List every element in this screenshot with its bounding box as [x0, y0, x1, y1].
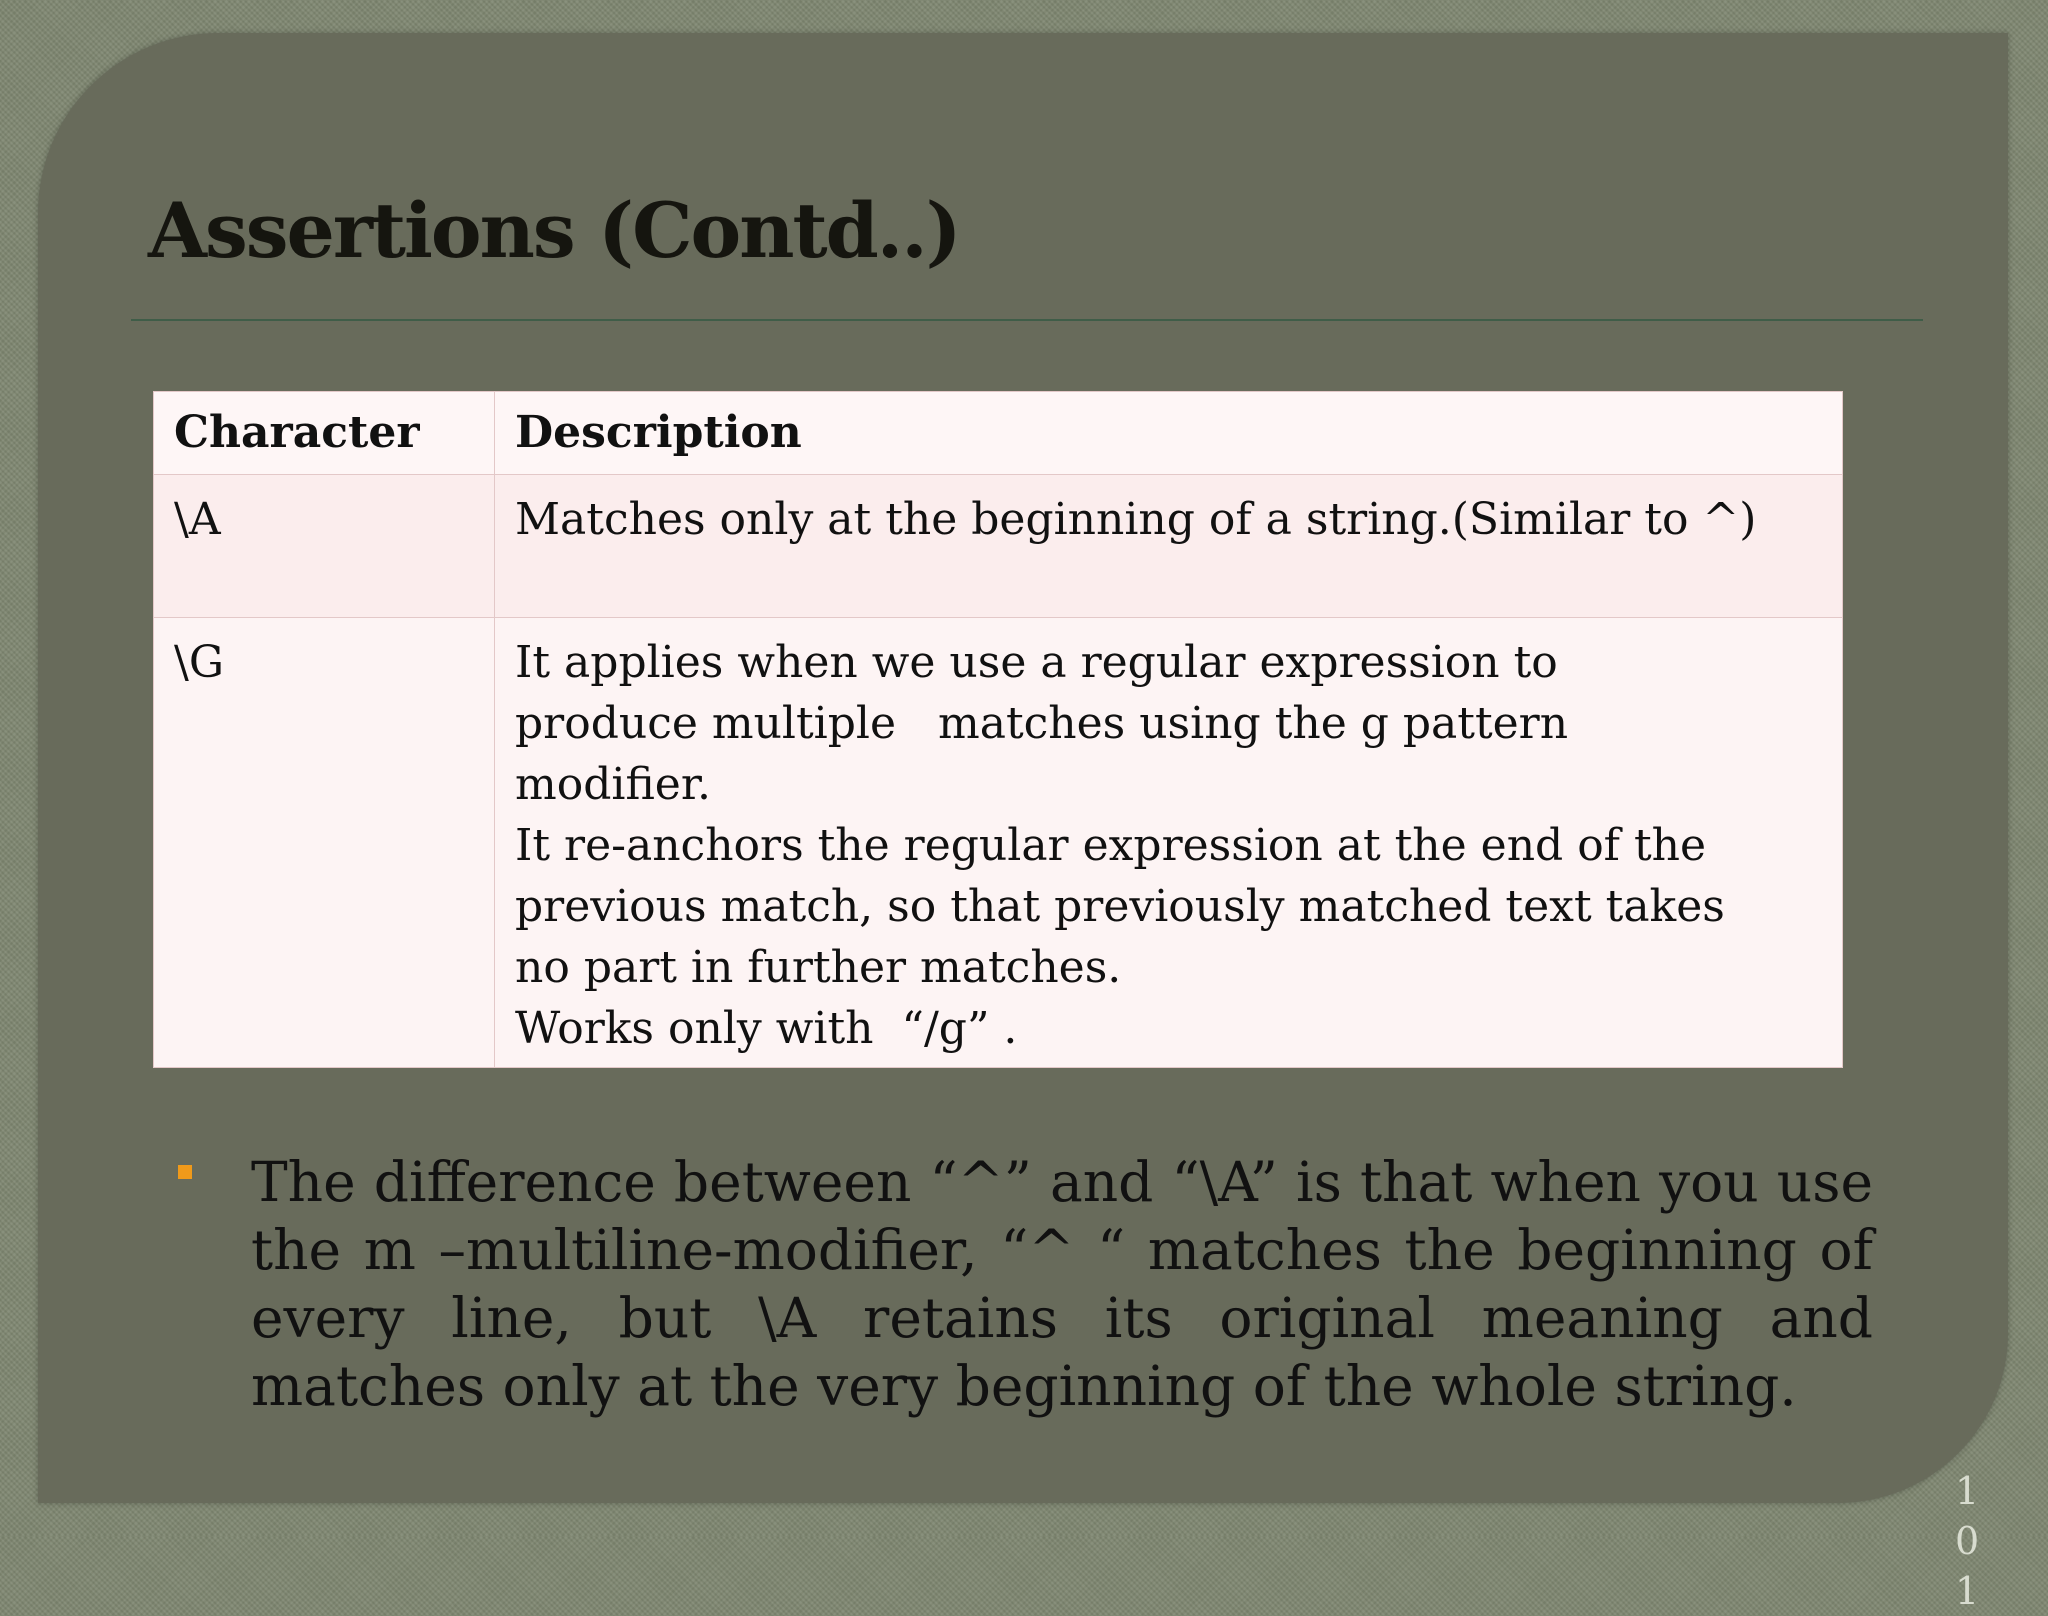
bullet-text: The difference between “^” and “\A” is that when you use the m –multiline-modifier, “^ “ matches the beginning of every line, but \A retains its original meaning and matches only at the very beginning of the whole string.	[251, 1150, 1873, 1418]
table-row	[154, 618, 1843, 1068]
page-number: 101	[1955, 1469, 1980, 1613]
description-line: produce multiple matches using the g pattern	[515, 698, 1569, 749]
table-header-character: Character	[154, 392, 495, 475]
table-cell-character: \G	[154, 618, 495, 1068]
assertions-table	[153, 391, 1843, 1068]
table-row	[154, 475, 1843, 618]
description-line: Matches only at the beginning of a string.(Similar to ^)	[515, 494, 1757, 545]
description-line: modifier.	[515, 759, 712, 810]
table-header-description: Description	[495, 392, 1843, 475]
bullet-square-icon	[178, 1165, 192, 1179]
description-line: Works only with “/g” .	[515, 1003, 1018, 1054]
description-line: previous match, so that previously matched text takes	[515, 881, 1725, 932]
table-cell-description	[495, 618, 1843, 1068]
description-line: It re-anchors the regular expression at the end of the	[515, 820, 1707, 871]
table-cell-description	[495, 475, 1843, 618]
table-header-row	[154, 392, 1843, 475]
table-cell-character: \A	[154, 475, 495, 618]
slide-title: Assertions (Contd..)	[148, 186, 960, 275]
description-line: It applies when we use a regular expression to	[515, 637, 1558, 688]
description-line: no part in further matches.	[515, 942, 1122, 993]
title-divider	[131, 319, 1923, 321]
